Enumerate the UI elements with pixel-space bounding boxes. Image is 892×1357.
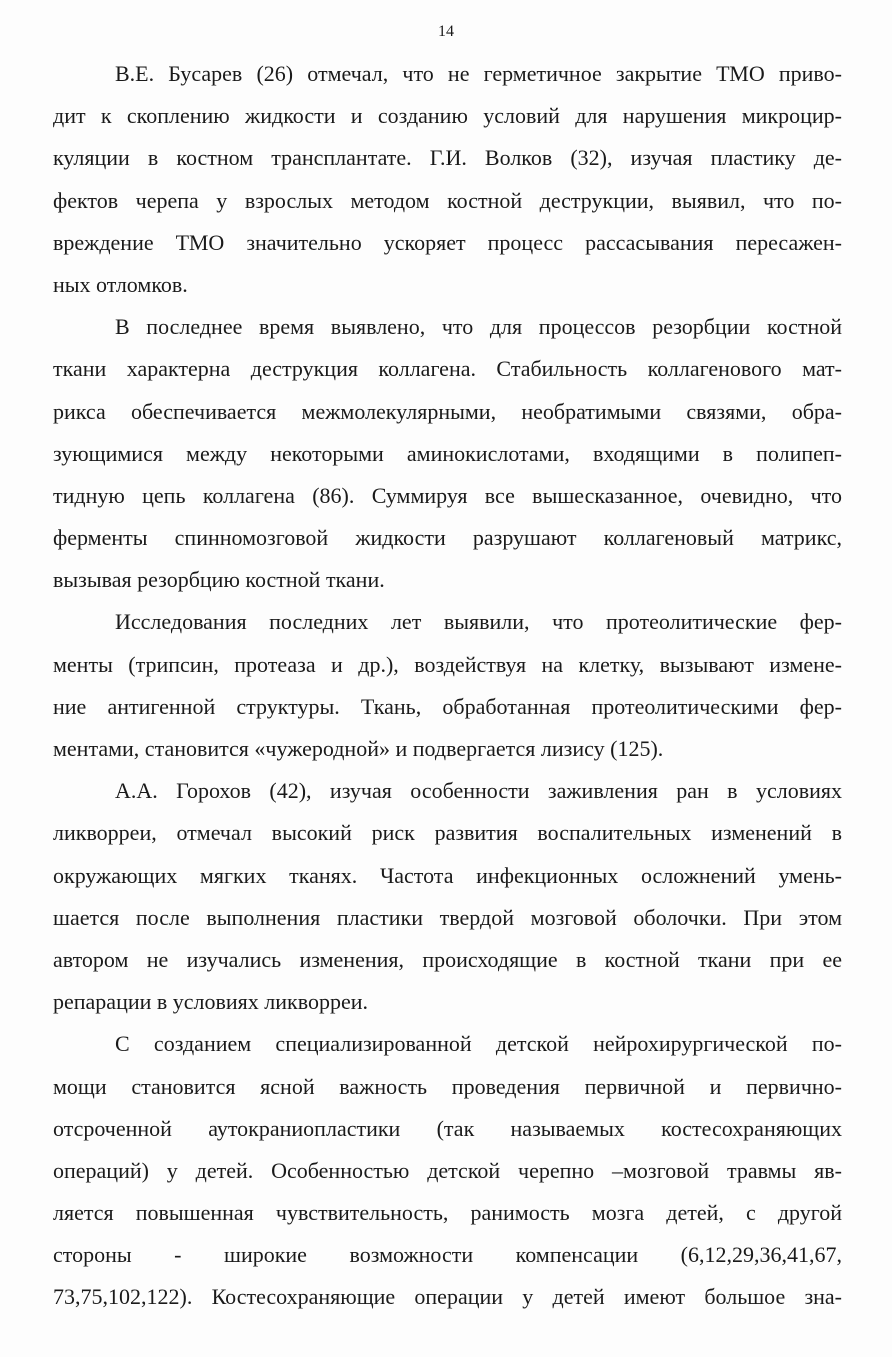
paragraph [53, 53, 842, 306]
paragraph-line: ляется повышенная чувствительность, ранимость мозга детей, с другой [53, 1200, 842, 1226]
paragraph [53, 770, 842, 1023]
paragraph-line: Исследования последних лет выявили, что протеолитические фер- [115, 609, 842, 635]
paragraph [53, 306, 842, 601]
paragraph-line: шается после выполнения пластики твердой мозговой оболочки. При этом [53, 904, 842, 930]
paragraph [53, 1023, 842, 1318]
paragraph-line: репарации в условиях ликворреи. [53, 989, 369, 1015]
paragraph-line: мощи становится ясной важность проведения первичной и первично- [53, 1073, 842, 1099]
paragraph-line: рикса обеспечивается межмолекулярными, необратимыми связями, обра- [53, 398, 842, 424]
paragraph-line: тидную цепь коллагена (86). Суммируя все вышесказанное, очевидно, что [53, 482, 842, 508]
paragraph-line: зующимися между некоторыми аминокислотами, входящими в полипеп- [53, 440, 842, 466]
paragraph-line: ние антигенной структуры. Ткань, обработанная протеолитическими фер- [53, 693, 842, 719]
paragraph-line: фектов черепа у взрослых методом костной деструкции, выявил, что по- [53, 187, 842, 213]
paragraph-line: В.Е. Бусарев (26) отмечал, что не герметичное закрытие ТМО приво- [115, 61, 842, 86]
paragraph-line: вреждение ТМО значительно ускоряет процесс рассасывания пересажен- [53, 229, 842, 255]
paragraph-line: автором не изучались изменения, происходящие в костной ткани при ее [53, 946, 842, 972]
paragraph-line: вызывая резорбцию костной ткани. [53, 567, 385, 593]
paragraph-line: ментами, становится «чужеродной» и подвергается лизису (125). [53, 736, 664, 761]
paragraph-line: ных отломков. [53, 271, 188, 297]
paragraph-line: 73,75,102,122). Костесохраняющие операции у детей имеют большое зна- [53, 1284, 842, 1310]
page-number: 14 [438, 23, 454, 40]
paragraph-line: операций) у детей. Особенностью детской черепно –мозговой травмы яв- [53, 1157, 842, 1183]
paragraph-line: ферменты спинномозговой жидкости разрушают коллагеновый матрикс, [53, 525, 842, 551]
paragraph [53, 601, 842, 770]
paragraph-line: куляции в костном трансплантате. Г.И. Волков (32), изучая пластику де- [53, 145, 842, 171]
paragraph-line: менты (трипсин, протеаза и др.), воздействуя на клетку, вызывают измене- [53, 651, 842, 677]
document-body [53, 53, 842, 1319]
paragraph-line: дит к скоплению жидкости и созданию условий для нарушения микроцир- [53, 103, 842, 129]
paragraph-line: ликворреи, отмечал высокий риск развития воспалительных изменений в [53, 820, 842, 846]
paragraph-line: А.А. Горохов (42), изучая особенности заживления ран в условиях [115, 778, 842, 804]
paragraph-line: С созданием специализированной детской нейрохирургической по- [115, 1031, 842, 1057]
paragraph-line: стороны - широкие возможности компенсации (6,12,29,36,41,67, [53, 1242, 842, 1268]
paragraph-line: ткани характерна деструкция коллагена. Стабильность коллагенового мат- [53, 356, 842, 382]
paragraph-line: окружающих мягких тканях. Частота инфекционных осложнений умень- [53, 862, 842, 888]
paragraph-line: В последнее время выявлено, что для процессов резорбции костной [115, 314, 842, 340]
paragraph-line: отсроченной аутокраниопластики (так называемых костесохраняющих [53, 1115, 842, 1141]
